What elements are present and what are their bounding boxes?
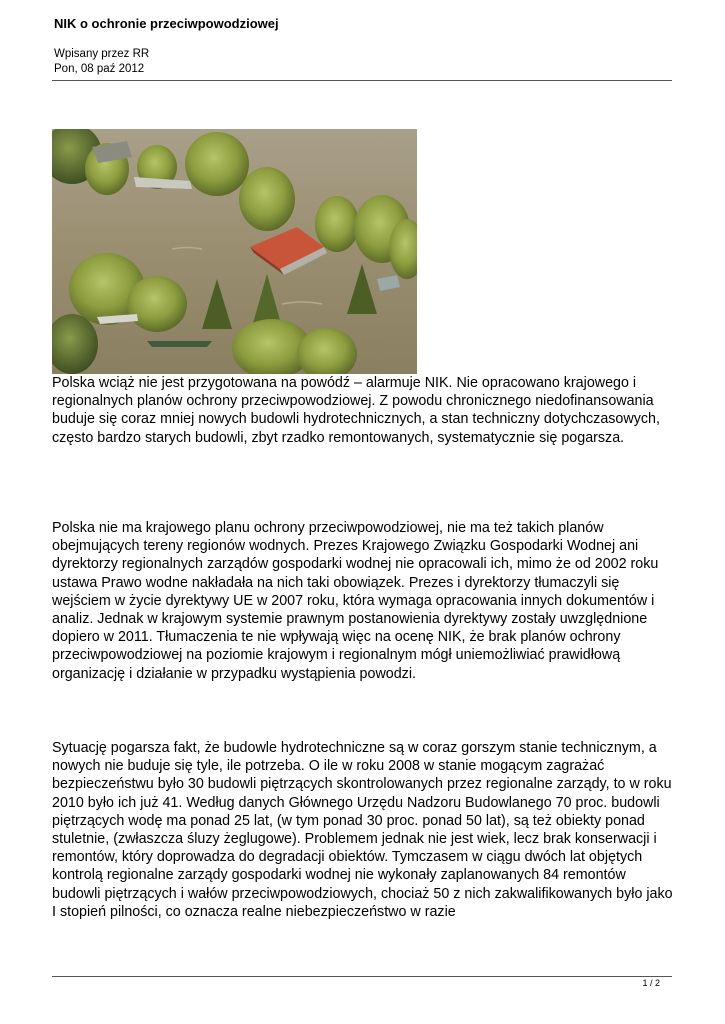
page-number: 1 / 2: [642, 978, 660, 988]
footer-divider: [52, 976, 672, 977]
article-paragraph: Polska wciąż nie jest przygotowana na powódź – alarmuje NIK. Nie opracowano krajowego i regionalnych planów ochrony przeciwpowodziowej. Z powodu chronicznego niedofinansowania buduje się coraz mniej nowych budowli hydrotechnicznych, a stan techniczny dotychczasowych, często bardzo starych budowli, zbyt rzadko remontowanych, systematycznie się pogarsza.: [52, 375, 660, 446]
header-divider: [52, 80, 672, 81]
flood-photo: [52, 129, 417, 374]
article-paragraph: Polska nie ma krajowego planu ochrony przeciwpowodziowej, nie ma też takich planów obejmujących tereny regionów wodnych. Prezes Krajowego Związku Gospodarki Wodnej ani dyrektorzy regionalnych zarządów gospodarki wodnej nie opracowali ich, mimo że od 2002 roku ustawa Prawo wodne nakładała na nich taki obowiązek. Prezes i dyrektorzy tłumaczyli się wejściem w życie dyrektywy UE w 2007 roku, która wymaga opracowania innych dokumentów i analiz. Jednak w krajowym systemie prawnym postanowienia dyrektywy zostały uwzględnione dopiero w 2011. Tłumaczenia te nie wpływają więc na ocenę NIK, że brak planów ochrony przeciwpowodziowej na poziomie krajowym i regionalnym mógł uniemożliwiać prawidłową organizację i działanie w przypadku wystąpienia powodzi.: [52, 520, 659, 682]
article-paragraph: Sytuację pogarsza fakt, że budowle hydrotechniczne są w coraz gorszym stanie technicznym, a nowych nie buduje się tyle, ile potrzeba. O ile w roku 2008 w stanie mogącym zagrażać bezpieczeństwu było 30 budowli piętrzących skontrolowanych przez regionalne zarządy, to w roku 2010 było ich już 41. Według danych Głównego Urzędu Nadzoru Budowlanego 70 proc. budowli piętrzących wodę ma ponad 25 lat, (w tym ponad 30 proc. ponad 50 lat), są też obiekty ponad stuletnie, (zwłaszcza śluzy żeglugowe). Problemem jednak nie jest wiek, lecz brak konserwacji i remontów, który doprowadza do degradacji obiektów. Tymczasem w ciągu dwóch lat objętych kontrolą regionalne zarządy gospodarki wodnej nie wykonały zaplanowanych 84 remontów budowli piętrzących i wałów przeciwpowodziowych, chociaż 50 z nich zakwalifikowanych było jako I stopień pilności, co oznacza realne niebezpieczeństwo w razie: [52, 740, 673, 920]
article-date: Pon, 08 paź 2012: [54, 63, 145, 75]
article-author: Wpisany przez RR: [54, 48, 150, 60]
article-meta: [54, 47, 149, 77]
article-title: NIK o ochronie przeciwpowodziowej: [54, 16, 279, 31]
